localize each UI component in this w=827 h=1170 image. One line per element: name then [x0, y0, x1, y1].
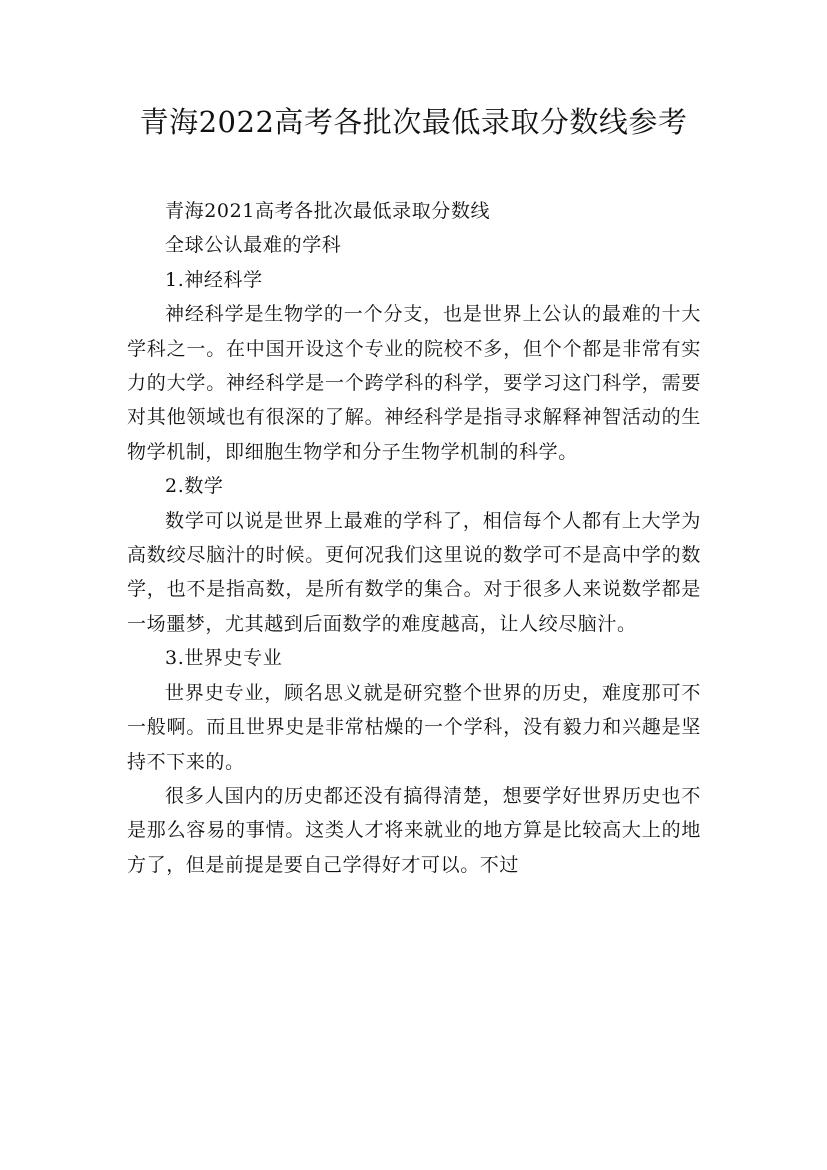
paragraph-neuroscience: 神经科学是生物学的一个分支，也是世界上公认的最难的十大学科之一。在中国开设这个专业的院校不多，但个个都是非常有实力的大学。神经科学是一个跨学科的科学，要学习这门科学，需要对其他领域也有很深的了解。神经科学是指寻求解释神智活动的生物学机制，即细胞生物学和分子生物学机制的科学。: [127, 303, 701, 463]
paragraph-item-heading-2: 2.数学: [165, 475, 224, 498]
paragraph-section-heading: 全球公认最难的学科: [165, 234, 342, 257]
paragraph-world-history-1: 世界史专业，顾名思义就是研究整个世界的历史，难度那可不一般啊。而且世界史是非常枯燥的一个学科，没有毅力和兴趣是坚持不下来的。: [127, 681, 701, 773]
document-title: 青海2022高考各批次最低录取分数线参考: [139, 105, 688, 139]
paragraph-item-heading-1: 1.神经科学: [165, 268, 263, 291]
paragraph-mathematics: 数学可以说是世界上最难的学科了，相信每个人都有上大学为高数绞尽脑汁的时候。更何况我们这里说的数学可不是高中学的数学，也不是指高数，是所有数学的集合。对于很多人来说数学都是一场噩梦，尤其越到后面数学的难度越高，让人绞尽脑汁。: [127, 509, 701, 635]
paragraph-item-heading-3: 3.世界史专业: [165, 647, 283, 670]
document-body: [127, 194, 701, 882]
paragraph-subtitle: 青海2021高考各批次最低录取分数线: [165, 200, 491, 222]
paragraph-world-history-2: 很多人国内的历史都还没有搞得清楚，想要学好世界历史也不是那么容易的事情。这类人才将来就业的地方算是比较高大上的地方了，但是前提是要自己学得好才可以。不过: [127, 784, 701, 876]
